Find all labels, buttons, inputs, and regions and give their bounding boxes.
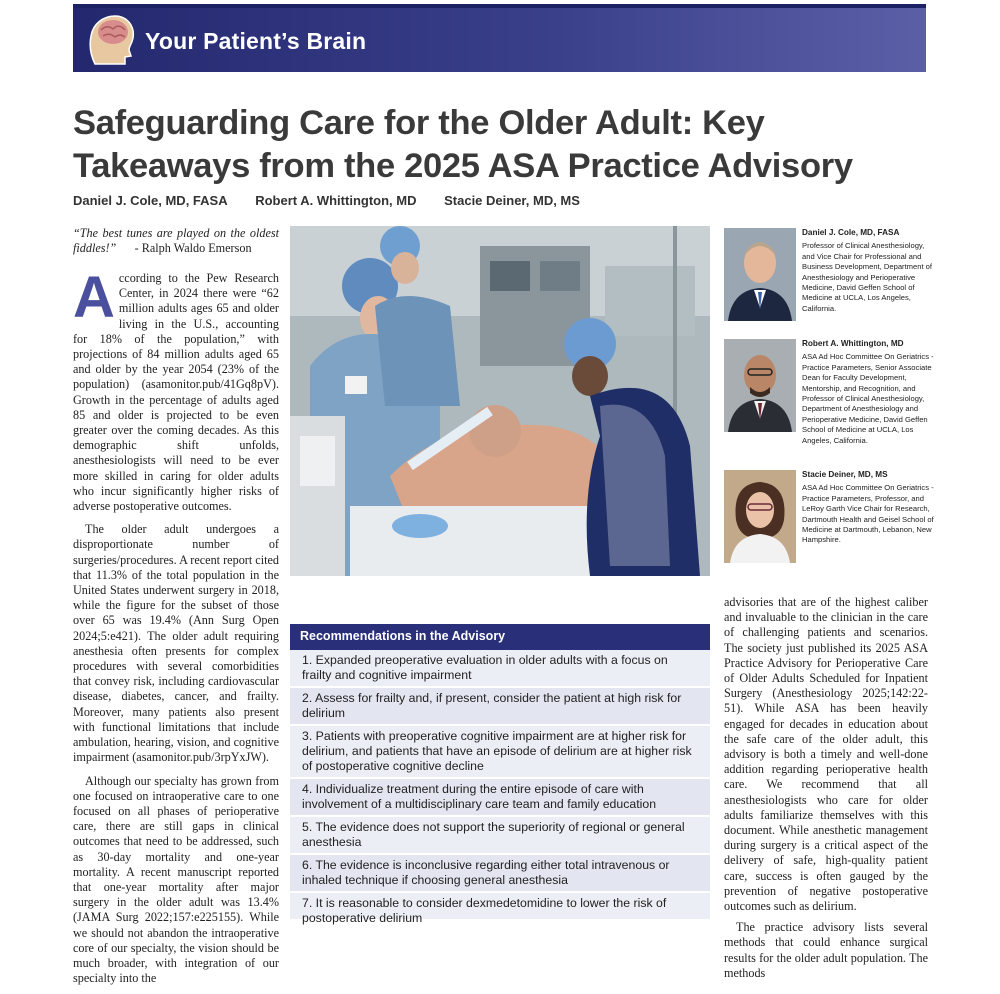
author-portrait	[724, 470, 796, 563]
bio-name: Stacie Deiner, MD, MS	[802, 470, 888, 479]
body-paragraph: The older adult undergoes a disproportionate number of surgeries/procedures. A recent report cited that 11.3% of the total population in the United States underwent surgery in 2018, while the figure for the subset of those over 65 was 19.4% (Ann Surg Open 2024;5:e421). The older adult requiring anesthesia often presents for complex procedures with several comorbidities that convey risk, including cardiovascular disease, diabetes, cancer, and frailty. Moreover, many patients also present with functional limitations that include ambulation, hearing, vision, and cognitive impairment (asamonitor.pub/3rpYxJW).	[73, 522, 279, 765]
body-paragraph: The practice advisory lists several methods that could enhance surgical results for the older adult population. The methods	[724, 920, 928, 980]
body-paragraph: advisories that are of the highest caliber and invaluable to the clinician in the care of challenging patients and scenarios. The society just published its 2025 ASA Practice Advisory for Perioperative Care of Older Adults Scheduled for Inpatient Surgery (Anesthesiology 2025;142:22-51). While ASA has been heavily engaged for decades in education about the safe care of the older adult, this advisory is both a timely and well-done addition regarding perioperative health care. We recommend that all anesthesiologists who care for older adults familiarize themselves with this document. While anesthetic management during surgery is a critical aspect of the delivery of safe, high-quality patient care, success is often gauged by the prevention of negative postoperative outcomes such as delirium.	[724, 595, 928, 914]
author-photo	[724, 228, 796, 321]
recommendation-item: 2. Assess for frailty and, if present, consider the patient at high risk for delirium	[290, 688, 710, 726]
bio-text	[802, 339, 934, 446]
bio-description: Professor of Clinical Anesthesiology, and Vice Chair for Professional and Business Development, Department of Anesthesiology and Perioperative Medicine, David Geffen School of Medicine at UCLA, Los Angeles, California.	[802, 241, 933, 313]
author-photo	[724, 339, 796, 432]
quote-text: “The best tunes are played on the oldest fiddles!”	[73, 226, 279, 255]
recommendations-box	[290, 624, 710, 925]
author-photo	[724, 470, 796, 563]
recommendation-item: 4. Individualize treatment during the entire episode of care with involvement of a multidisciplinary care team and family education	[290, 779, 710, 817]
author-portrait	[724, 339, 796, 432]
left-column	[73, 226, 279, 994]
bio-description: ASA Ad Hoc Committee On Geriatrics - Practice Parameters, Professor, and LeRoy Garth Vice Chair for Research, Dartmouth Health and Geisel School of Medicine at Dartmouth, Lebanon, New Hampshire.	[802, 483, 934, 545]
author-name: Daniel J. Cole, MD, FASA	[73, 193, 228, 208]
recommendations-list	[290, 650, 710, 931]
operating-room-illustration	[290, 226, 710, 576]
recommendations-title: Recommendations in the Advisory	[290, 624, 710, 650]
bio-text	[802, 228, 934, 314]
body-paragraph: Although our specialty has grown from one focused on intraoperative care to one focused on all phases of perioperative care, there are still gaps in clinical outcomes that need to be addressed, such as 30-day mortality and one-year mortality. A recent manuscript reported that one-year mortality after major surgery in the older adult was 13.4% (JAMA Surg 2022;157:e225155). While we should not abandon the intraoperative core of our specialty, the vision should be much broader, with integration of our specialty into the	[73, 773, 279, 986]
recommendation-item: 5. The evidence does not support the superiority of regional or general anesthesia	[290, 817, 710, 855]
recommendation-item: 3. Patients with preoperative cognitive impairment are at higher risk for delirium, and patients that have an episode of delirium are at higher risk of postoperative cognitive decline	[290, 726, 710, 779]
paragraph-text: ccording to the Pew Research Center, in 2024 there were “62 million adults ages 65 and older living in the U.S., accounting for 18% of the population,” with projections of 84 million adults aged 65 and older by the year 2054 (23% of the population) (asamonitor.pub/41Gq8pV). Growth in the percentage of adults aged 85 and older is projected to be even greater over the coming decades. As this demographic shift unfolds, anesthesiologists will need to be ever more skilled in caring for older adults who incur significantly higher risks of adverse postoperative outcomes.	[73, 271, 279, 514]
recommendation-item: 6. The evidence is inconclusive regarding either total intravenous or inhaled technique if choosing general anesthesia	[290, 855, 710, 893]
bio-name: Robert A. Whittington, MD	[802, 339, 904, 348]
author-line	[73, 193, 604, 208]
operating-room-photo	[290, 226, 710, 576]
right-column	[724, 595, 928, 987]
bio-description: ASA Ad Hoc Committee On Geriatrics - Practice Parameters, Senior Associate Dean for Faculty Development, Mentorship, and Recognition, and Professor of Clinical Anesthesiology, Department of Anesthesiology and Perioperative Medicine, David Geffen School of Medicine at UCLA, Los Angeles, California.	[802, 352, 934, 445]
recommendation-item: 7. It is reasonable to consider dexmedetomidine to lower the risk of postoperative delirium	[290, 893, 710, 931]
bio-name: Daniel J. Cole, MD, FASA	[802, 228, 900, 237]
section-banner	[73, 4, 926, 72]
quote-attribution: - Ralph Waldo Emerson	[134, 240, 252, 255]
drop-cap: A	[73, 265, 115, 330]
author-name: Robert A. Whittington, MD	[255, 193, 417, 208]
brain-head-icon	[85, 12, 137, 70]
epigraph-quote	[73, 226, 279, 255]
author-portrait	[724, 228, 796, 321]
section-title: Your Patient’s Brain	[145, 28, 367, 54]
author-name: Stacie Deiner, MD, MS	[444, 193, 580, 208]
body-paragraph	[73, 265, 279, 514]
bio-text	[802, 470, 934, 546]
article-headline: Safeguarding Care for the Older Adult: Key Takeaways from the 2025 ASA Practice Advisory	[73, 104, 853, 185]
recommendation-item: 1. Expanded preoperative evaluation in older adults with a focus on frailty and cognitive impairment	[290, 650, 710, 688]
